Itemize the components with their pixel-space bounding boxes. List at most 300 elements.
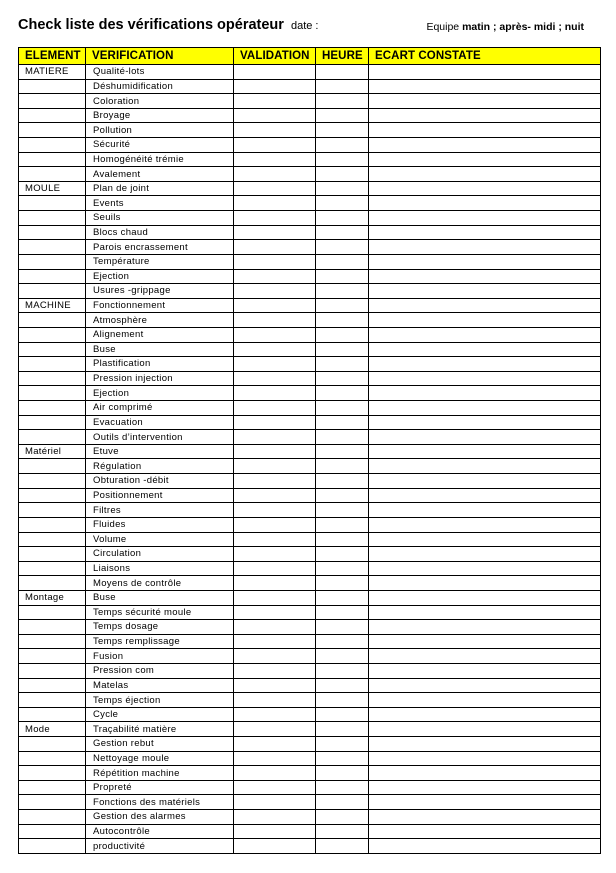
table-row <box>19 313 601 328</box>
heure-cell[interactable] <box>316 737 369 752</box>
title-text: Check liste des vérifications opérateur <box>18 17 284 33</box>
element-cell <box>19 780 86 795</box>
element-cell: Mode <box>19 722 86 737</box>
heure-cell[interactable] <box>316 649 369 664</box>
validation-cell[interactable] <box>234 532 316 547</box>
validation-cell[interactable] <box>234 152 316 167</box>
validation-cell[interactable] <box>234 269 316 284</box>
heure-cell[interactable] <box>316 590 369 605</box>
ecart-constate-cell[interactable] <box>369 751 601 766</box>
heure-cell[interactable] <box>316 415 369 430</box>
ecart-constate-cell[interactable] <box>369 430 601 445</box>
validation-cell[interactable] <box>234 751 316 766</box>
element-cell <box>19 751 86 766</box>
heure-cell[interactable] <box>316 678 369 693</box>
heure-cell[interactable] <box>316 503 369 518</box>
verification-cell: Fluides <box>86 517 234 532</box>
verification-cell: Buse <box>86 342 234 357</box>
ecart-constate-cell[interactable] <box>369 634 601 649</box>
verification-cell: Pollution <box>86 123 234 138</box>
heure-cell[interactable] <box>316 430 369 445</box>
heure-cell[interactable] <box>316 254 369 269</box>
element-cell <box>19 707 86 722</box>
heure-cell[interactable] <box>316 766 369 781</box>
table-row <box>19 737 601 752</box>
element-cell <box>19 663 86 678</box>
validation-cell[interactable] <box>234 313 316 328</box>
validation-cell[interactable] <box>234 634 316 649</box>
table-row <box>19 181 601 196</box>
table-row <box>19 167 601 182</box>
element-cell <box>19 327 86 342</box>
verification-cell: Air comprimé <box>86 401 234 416</box>
validation-cell[interactable] <box>234 678 316 693</box>
verification-cell: Alignement <box>86 327 234 342</box>
table-row <box>19 459 601 474</box>
ecart-constate-cell[interactable] <box>369 722 601 737</box>
heure-cell[interactable] <box>316 693 369 708</box>
ecart-constate-cell[interactable] <box>369 181 601 196</box>
verification-cell: Gestion des alarmes <box>86 810 234 825</box>
ecart-constate-cell[interactable] <box>369 547 601 562</box>
heure-cell[interactable] <box>316 94 369 109</box>
table-row <box>19 663 601 678</box>
ecart-constate-cell[interactable] <box>369 167 601 182</box>
heure-cell[interactable] <box>316 401 369 416</box>
ecart-constate-cell[interactable] <box>369 211 601 226</box>
element-cell <box>19 547 86 562</box>
validation-cell[interactable] <box>234 181 316 196</box>
validation-cell[interactable] <box>234 503 316 518</box>
verification-cell: Temps éjection <box>86 693 234 708</box>
validation-cell[interactable] <box>234 357 316 372</box>
element-cell <box>19 240 86 255</box>
ecart-constate-cell[interactable] <box>369 313 601 328</box>
validation-cell[interactable] <box>234 547 316 562</box>
validation-cell[interactable] <box>234 605 316 620</box>
validation-cell[interactable] <box>234 459 316 474</box>
ecart-constate-cell[interactable] <box>369 415 601 430</box>
ecart-constate-cell[interactable] <box>369 327 601 342</box>
table-row <box>19 751 601 766</box>
validation-cell[interactable] <box>234 65 316 80</box>
verification-cell: Sécurité <box>86 138 234 153</box>
element-cell <box>19 561 86 576</box>
ecart-constate-cell[interactable] <box>369 839 601 854</box>
heure-cell[interactable] <box>316 211 369 226</box>
validation-cell[interactable] <box>234 766 316 781</box>
table-row <box>19 430 601 445</box>
heure-cell[interactable] <box>316 722 369 737</box>
element-cell <box>19 357 86 372</box>
element-cell <box>19 839 86 854</box>
element-cell <box>19 196 86 211</box>
heure-cell[interactable] <box>316 313 369 328</box>
heure-cell[interactable] <box>316 123 369 138</box>
table-row <box>19 138 601 153</box>
heure-cell[interactable] <box>316 780 369 795</box>
verification-cell: Ejection <box>86 386 234 401</box>
table-row <box>19 576 601 591</box>
ecart-constate-cell[interactable] <box>369 65 601 80</box>
element-cell <box>19 459 86 474</box>
element-cell <box>19 620 86 635</box>
validation-cell[interactable] <box>234 722 316 737</box>
verification-cell: Coloration <box>86 94 234 109</box>
table-row <box>19 401 601 416</box>
heure-cell[interactable] <box>316 225 369 240</box>
heure-cell[interactable] <box>316 327 369 342</box>
table-row <box>19 79 601 94</box>
team-shift-options: matin ; après- midi ; nuit <box>462 21 584 33</box>
ecart-constate-cell[interactable] <box>369 108 601 123</box>
verification-cell: Propreté <box>86 780 234 795</box>
element-cell <box>19 503 86 518</box>
element-cell <box>19 810 86 825</box>
heure-cell[interactable] <box>316 371 369 386</box>
verification-cell: Régulation <box>86 459 234 474</box>
table-row <box>19 342 601 357</box>
element-cell <box>19 795 86 810</box>
ecart-constate-cell[interactable] <box>369 693 601 708</box>
ecart-constate-cell[interactable] <box>369 605 601 620</box>
ecart-constate-cell[interactable] <box>369 576 601 591</box>
verification-cell: Autocontrôle <box>86 824 234 839</box>
heure-cell[interactable] <box>316 605 369 620</box>
ecart-constate-cell[interactable] <box>369 298 601 313</box>
heure-cell[interactable] <box>316 517 369 532</box>
validation-cell[interactable] <box>234 94 316 109</box>
element-cell: Montage <box>19 590 86 605</box>
heure-cell[interactable] <box>316 634 369 649</box>
table-row <box>19 678 601 693</box>
element-cell <box>19 386 86 401</box>
element-cell <box>19 167 86 182</box>
element-cell <box>19 269 86 284</box>
ecart-constate-cell[interactable] <box>369 254 601 269</box>
validation-cell[interactable] <box>234 386 316 401</box>
ecart-constate-cell[interactable] <box>369 357 601 372</box>
heure-cell[interactable] <box>316 620 369 635</box>
verification-cell: Obturation -débit <box>86 474 234 489</box>
heure-cell[interactable] <box>316 181 369 196</box>
table-row <box>19 357 601 372</box>
verification-cell: Gestion rebut <box>86 737 234 752</box>
table-row <box>19 386 601 401</box>
heure-cell[interactable] <box>316 532 369 547</box>
table-row <box>19 634 601 649</box>
verification-cell: Buse <box>86 590 234 605</box>
validation-cell[interactable] <box>234 196 316 211</box>
element-cell <box>19 313 86 328</box>
ecart-constate-cell[interactable] <box>369 517 601 532</box>
table-row <box>19 839 601 854</box>
validation-cell[interactable] <box>234 795 316 810</box>
verification-cell: Etuve <box>86 444 234 459</box>
table-row <box>19 561 601 576</box>
element-cell <box>19 342 86 357</box>
verification-cell: Pression com <box>86 663 234 678</box>
ecart-constate-cell[interactable] <box>369 532 601 547</box>
ecart-constate-cell[interactable] <box>369 138 601 153</box>
element-cell <box>19 474 86 489</box>
table-row <box>19 474 601 489</box>
element-cell <box>19 605 86 620</box>
validation-cell[interactable] <box>234 371 316 386</box>
verification-cell: Avalement <box>86 167 234 182</box>
table-row <box>19 254 601 269</box>
table-row <box>19 649 601 664</box>
heure-cell[interactable] <box>316 196 369 211</box>
element-cell <box>19 488 86 503</box>
element-cell <box>19 678 86 693</box>
element-cell <box>19 415 86 430</box>
ecart-constate-cell[interactable] <box>369 386 601 401</box>
heure-cell[interactable] <box>316 138 369 153</box>
element-cell: MOULE <box>19 181 86 196</box>
validation-cell[interactable] <box>234 707 316 722</box>
verification-cell: Nettoyage moule <box>86 751 234 766</box>
validation-cell[interactable] <box>234 342 316 357</box>
ecart-constate-cell[interactable] <box>369 707 601 722</box>
table-row <box>19 707 601 722</box>
ecart-constate-cell[interactable] <box>369 810 601 825</box>
validation-cell[interactable] <box>234 327 316 342</box>
element-cell <box>19 634 86 649</box>
validation-cell[interactable] <box>234 517 316 532</box>
heure-cell[interactable] <box>316 839 369 854</box>
validation-cell[interactable] <box>234 737 316 752</box>
ecart-constate-cell[interactable] <box>369 284 601 299</box>
validation-cell[interactable] <box>234 488 316 503</box>
heure-cell[interactable] <box>316 751 369 766</box>
table-row <box>19 488 601 503</box>
verification-cell: Pression injection <box>86 371 234 386</box>
verification-cell: Qualité-lots <box>86 65 234 80</box>
validation-cell[interactable] <box>234 79 316 94</box>
heure-cell[interactable] <box>316 561 369 576</box>
heure-cell[interactable] <box>316 65 369 80</box>
verification-cell: Déshumidification <box>86 79 234 94</box>
ecart-constate-cell[interactable] <box>369 620 601 635</box>
ecart-constate-cell[interactable] <box>369 824 601 839</box>
validation-cell[interactable] <box>234 576 316 591</box>
ecart-constate-cell[interactable] <box>369 663 601 678</box>
ecart-constate-cell[interactable] <box>369 371 601 386</box>
ecart-constate-cell[interactable] <box>369 196 601 211</box>
verification-cell: Evacuation <box>86 415 234 430</box>
ecart-constate-cell[interactable] <box>369 152 601 167</box>
ecart-constate-cell[interactable] <box>369 590 601 605</box>
verification-cell: Blocs chaud <box>86 225 234 240</box>
heure-cell[interactable] <box>316 444 369 459</box>
validation-cell[interactable] <box>234 225 316 240</box>
ecart-constate-cell[interactable] <box>369 269 601 284</box>
heure-cell[interactable] <box>316 108 369 123</box>
column-header-verification: VERIFICATION <box>86 48 234 65</box>
validation-cell[interactable] <box>234 649 316 664</box>
table-row <box>19 620 601 635</box>
validation-cell[interactable] <box>234 810 316 825</box>
ecart-constate-cell[interactable] <box>369 401 601 416</box>
heure-cell[interactable] <box>316 269 369 284</box>
ecart-constate-cell[interactable] <box>369 795 601 810</box>
element-cell <box>19 211 86 226</box>
ecart-constate-cell[interactable] <box>369 79 601 94</box>
table-row <box>19 108 601 123</box>
element-cell <box>19 79 86 94</box>
heure-cell[interactable] <box>316 474 369 489</box>
ecart-constate-cell[interactable] <box>369 649 601 664</box>
table-row <box>19 65 601 80</box>
table-row <box>19 371 601 386</box>
ecart-constate-cell[interactable] <box>369 766 601 781</box>
table-row <box>19 810 601 825</box>
table-row <box>19 517 601 532</box>
element-cell <box>19 138 86 153</box>
element-cell <box>19 152 86 167</box>
verification-cell: Parois encrassement <box>86 240 234 255</box>
validation-cell[interactable] <box>234 824 316 839</box>
table-row <box>19 415 601 430</box>
heure-cell[interactable] <box>316 576 369 591</box>
validation-cell[interactable] <box>234 415 316 430</box>
element-cell <box>19 94 86 109</box>
ecart-constate-cell[interactable] <box>369 678 601 693</box>
team-label: Equipe <box>426 21 460 33</box>
ecart-constate-cell[interactable] <box>369 123 601 138</box>
validation-cell[interactable] <box>234 138 316 153</box>
verification-cell: Plastification <box>86 357 234 372</box>
validation-cell[interactable] <box>234 693 316 708</box>
element-cell <box>19 430 86 445</box>
element-cell <box>19 123 86 138</box>
validation-cell[interactable] <box>234 240 316 255</box>
table-row <box>19 284 601 299</box>
verification-cell: Fusion <box>86 649 234 664</box>
element-cell <box>19 254 86 269</box>
table-row <box>19 503 601 518</box>
validation-cell[interactable] <box>234 108 316 123</box>
validation-cell[interactable] <box>234 298 316 313</box>
verification-cell: Température <box>86 254 234 269</box>
verification-cell: Ejection <box>86 269 234 284</box>
column-header-validation: VALIDATION <box>234 48 316 65</box>
validation-cell[interactable] <box>234 839 316 854</box>
heure-cell[interactable] <box>316 298 369 313</box>
validation-cell[interactable] <box>234 780 316 795</box>
verification-cell: Outils d’intervention <box>86 430 234 445</box>
verification-cell: Liaisons <box>86 561 234 576</box>
ecart-constate-cell[interactable] <box>369 780 601 795</box>
heure-cell[interactable] <box>316 547 369 562</box>
heure-cell[interactable] <box>316 386 369 401</box>
element-cell <box>19 693 86 708</box>
table-row <box>19 152 601 167</box>
validation-cell[interactable] <box>234 663 316 678</box>
table-row <box>19 722 601 737</box>
ecart-constate-cell[interactable] <box>369 240 601 255</box>
ecart-constate-cell[interactable] <box>369 503 601 518</box>
element-cell <box>19 824 86 839</box>
validation-cell[interactable] <box>234 254 316 269</box>
heure-cell[interactable] <box>316 810 369 825</box>
verification-cell: Plan de joint <box>86 181 234 196</box>
element-cell: Matériel <box>19 444 86 459</box>
element-cell <box>19 225 86 240</box>
validation-cell[interactable] <box>234 167 316 182</box>
heure-cell[interactable] <box>316 707 369 722</box>
ecart-constate-cell[interactable] <box>369 737 601 752</box>
heure-cell[interactable] <box>316 167 369 182</box>
ecart-constate-cell[interactable] <box>369 444 601 459</box>
table-row <box>19 824 601 839</box>
ecart-constate-cell[interactable] <box>369 488 601 503</box>
validation-cell[interactable] <box>234 284 316 299</box>
heure-cell[interactable] <box>316 824 369 839</box>
heure-cell[interactable] <box>316 357 369 372</box>
verification-cell: Répétition machine <box>86 766 234 781</box>
table-row <box>19 444 601 459</box>
heure-cell[interactable] <box>316 79 369 94</box>
validation-cell[interactable] <box>234 123 316 138</box>
heure-cell[interactable] <box>316 152 369 167</box>
validation-cell[interactable] <box>234 430 316 445</box>
validation-cell[interactable] <box>234 590 316 605</box>
table-row <box>19 780 601 795</box>
element-cell <box>19 371 86 386</box>
ecart-constate-cell[interactable] <box>369 225 601 240</box>
verification-cell: Seuils <box>86 211 234 226</box>
validation-cell[interactable] <box>234 401 316 416</box>
ecart-constate-cell[interactable] <box>369 474 601 489</box>
heure-cell[interactable] <box>316 488 369 503</box>
verification-cell: Broyage <box>86 108 234 123</box>
ecart-constate-cell[interactable] <box>369 459 601 474</box>
heure-cell[interactable] <box>316 284 369 299</box>
validation-cell[interactable] <box>234 474 316 489</box>
validation-cell[interactable] <box>234 561 316 576</box>
table-row <box>19 269 601 284</box>
table-row <box>19 211 601 226</box>
verification-cell: Circulation <box>86 547 234 562</box>
validation-cell[interactable] <box>234 211 316 226</box>
validation-cell[interactable] <box>234 620 316 635</box>
verification-cell: Volume <box>86 532 234 547</box>
validation-cell[interactable] <box>234 444 316 459</box>
team-shift-line <box>426 21 584 33</box>
column-header-ecart-constate: ECART CONSTATE <box>369 48 601 65</box>
element-cell <box>19 576 86 591</box>
element-cell <box>19 766 86 781</box>
heure-cell[interactable] <box>316 795 369 810</box>
element-cell <box>19 108 86 123</box>
table-row <box>19 766 601 781</box>
ecart-constate-cell[interactable] <box>369 94 601 109</box>
element-cell: MATIERE <box>19 65 86 80</box>
ecart-constate-cell[interactable] <box>369 342 601 357</box>
verification-cell: Traçabilité matière <box>86 722 234 737</box>
heure-cell[interactable] <box>316 663 369 678</box>
table-row <box>19 605 601 620</box>
heure-cell[interactable] <box>316 342 369 357</box>
heure-cell[interactable] <box>316 240 369 255</box>
heure-cell[interactable] <box>316 459 369 474</box>
verification-cell: Fonctionnement <box>86 298 234 313</box>
column-header-element: ELEMENT <box>19 48 86 65</box>
table-row <box>19 547 601 562</box>
ecart-constate-cell[interactable] <box>369 561 601 576</box>
